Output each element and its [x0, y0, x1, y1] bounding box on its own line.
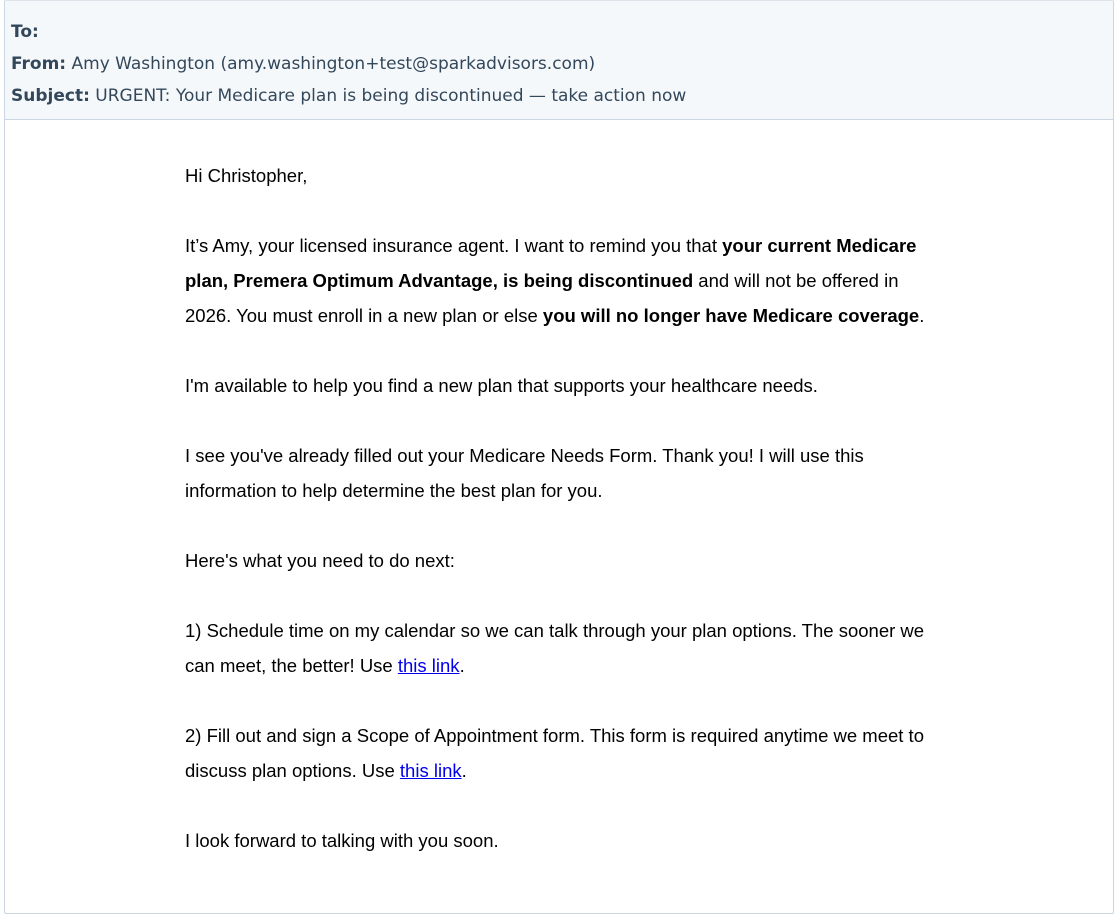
to-row: [11, 16, 1113, 48]
scope-of-appointment-link[interactable]: this link: [399, 760, 462, 781]
step-2-end: .: [461, 760, 467, 781]
step-1-end: .: [459, 655, 465, 676]
subject-value: URGENT: Your Medicare plan is being discontinued — take action now: [95, 86, 687, 106]
paragraph-next-steps: Here's what you need to do next:: [185, 550, 455, 571]
step-1-text: 1) Schedule time on my calendar so we can talk through your plan options. The sooner we can meet, the better! Use: [185, 620, 925, 676]
p1-text-e: .: [919, 305, 925, 326]
closing: I look forward to talking with you soon.: [185, 830, 499, 851]
paragraph-needs-form: I see you've already filled out your Medicare Needs Form. Thank you! I will use this information to help determine the best plan for you.: [185, 445, 864, 501]
greeting: Hi Christopher,: [185, 165, 308, 186]
schedule-link[interactable]: this link: [397, 655, 460, 676]
paragraph-available: I'm available to help you find a new plan that supports your healthcare needs.: [185, 375, 818, 396]
email-body: [185, 158, 925, 893]
p1-bold-coverage: you will no longer have Medicare coverage: [542, 305, 920, 326]
from-label: From:: [11, 54, 67, 74]
subject-label: Subject:: [11, 86, 90, 106]
p1-text-c: and will not be offered in 2026. You must enroll in a new plan or else: [185, 270, 899, 326]
step-2: [185, 718, 925, 788]
from-row: [11, 48, 1113, 80]
p1-bold-plan: your current Medicare plan, Premera Optimum Advantage, is being discontinued: [185, 235, 917, 291]
email-header: [5, 1, 1113, 120]
paragraph-discontinued: [185, 228, 925, 333]
subject-row: [11, 80, 1113, 112]
p1-text-a: It’s Amy, your licensed insurance agent. I want to remind you that: [185, 235, 723, 256]
from-value: Amy Washington (amy.washington+test@sparkadvisors.com): [71, 54, 596, 74]
to-label: To:: [11, 22, 39, 42]
step-1: [185, 613, 925, 683]
step-2-text: 2) Fill out and sign a Scope of Appointment form. This form is required anytime we meet to discuss plan options. Use: [185, 725, 924, 781]
